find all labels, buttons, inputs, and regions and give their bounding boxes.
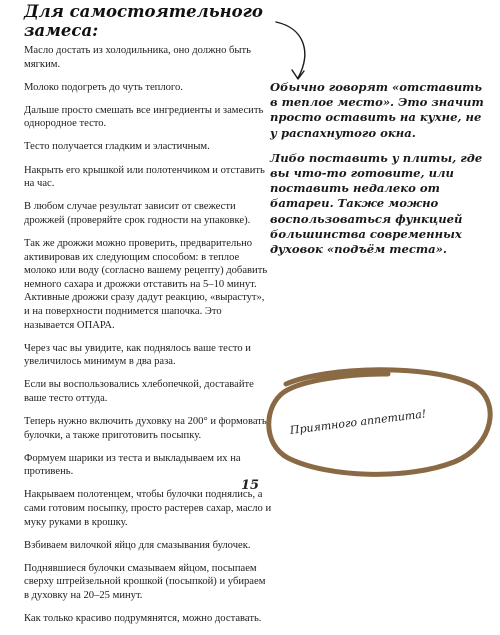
step-paragraph: Как только красиво подрумянятся, можно доставать. xyxy=(24,613,262,624)
step-paragraph: Через час вы увидите, как поднялось ваше тесто и увеличилось минимум в два раза. xyxy=(24,342,251,368)
step-paragraph: Молоко подогреть до чуть теплого. xyxy=(24,81,183,93)
steps-list xyxy=(24,44,272,635)
step-paragraph: Накрываем полотенцем, чтобы булочки поднялись, а сами готовим посыпку, просто растерев сахар, масло и муку руками в крошку. xyxy=(24,489,272,528)
step-paragraph: Взбиваем вилочкой яйцо для смазывания булочек. xyxy=(24,539,251,551)
step-paragraph: Масло достать из холодильника, оно должно быть мягким. xyxy=(24,45,251,70)
curved-arrow-icon xyxy=(268,18,328,88)
step-paragraph: В любом случае результат зависит от свежести дрожжей (проверяйте срок годности на упаковке). xyxy=(24,201,251,226)
step-paragraph: Поднявшиеся булочки смазываем яйцом, посыпаем сверху штрейзельной крошкой (посыпкой) и убираем в духовку на 20–25 минут. xyxy=(24,562,266,601)
step-paragraph: Теперь нужно включить духовку на 200° и формовать булочки, а также приготовить посыпку. xyxy=(24,415,267,441)
note-paragraph: Либо поставить у плиты, где вы что-то готовите, или поставить недалеко от батареи. Также можно воспользоваться функцией большинства современных духовок «подъём теста». xyxy=(270,150,483,257)
side-note xyxy=(270,80,485,267)
step-paragraph: Накрыть его крышкой или полотенчиком и отставить на час. xyxy=(24,164,265,190)
step-paragraph: Так же дрожжи можно проверить, предварительно активировав их следующим способом: в теплое молоко или воду (согласно вашему рецепту) добавить немного сахара и дрожжи отставить на 5–10 минут. Активные дрожжи сразу дадут реакцию, «вырастут», и на поверхности поднимется шапочка. Это называется ОПАРА. xyxy=(24,237,268,331)
step-paragraph: Если вы воспользовались хлебопечкой, доставайте ваше тесто оттуда. xyxy=(24,379,254,404)
note-paragraph: Обычно говорят «отставить в теплое место». Это значит просто оставить на кухне, не у распахнутого окна. xyxy=(270,80,484,140)
step-paragraph: Тесто получается гладким и эластичным. xyxy=(24,141,210,153)
step-paragraph: Формуем шарики из теста и выкладываем их на противень. xyxy=(24,452,241,478)
section-heading: Для самостоятельного замеса: xyxy=(24,2,263,40)
signature-text: Приятного аппетита! xyxy=(289,407,427,437)
page-number: 15 xyxy=(240,478,260,493)
step-paragraph: Дальше просто смешать все ингредиенты и замесить однородное тесто. xyxy=(24,104,264,130)
